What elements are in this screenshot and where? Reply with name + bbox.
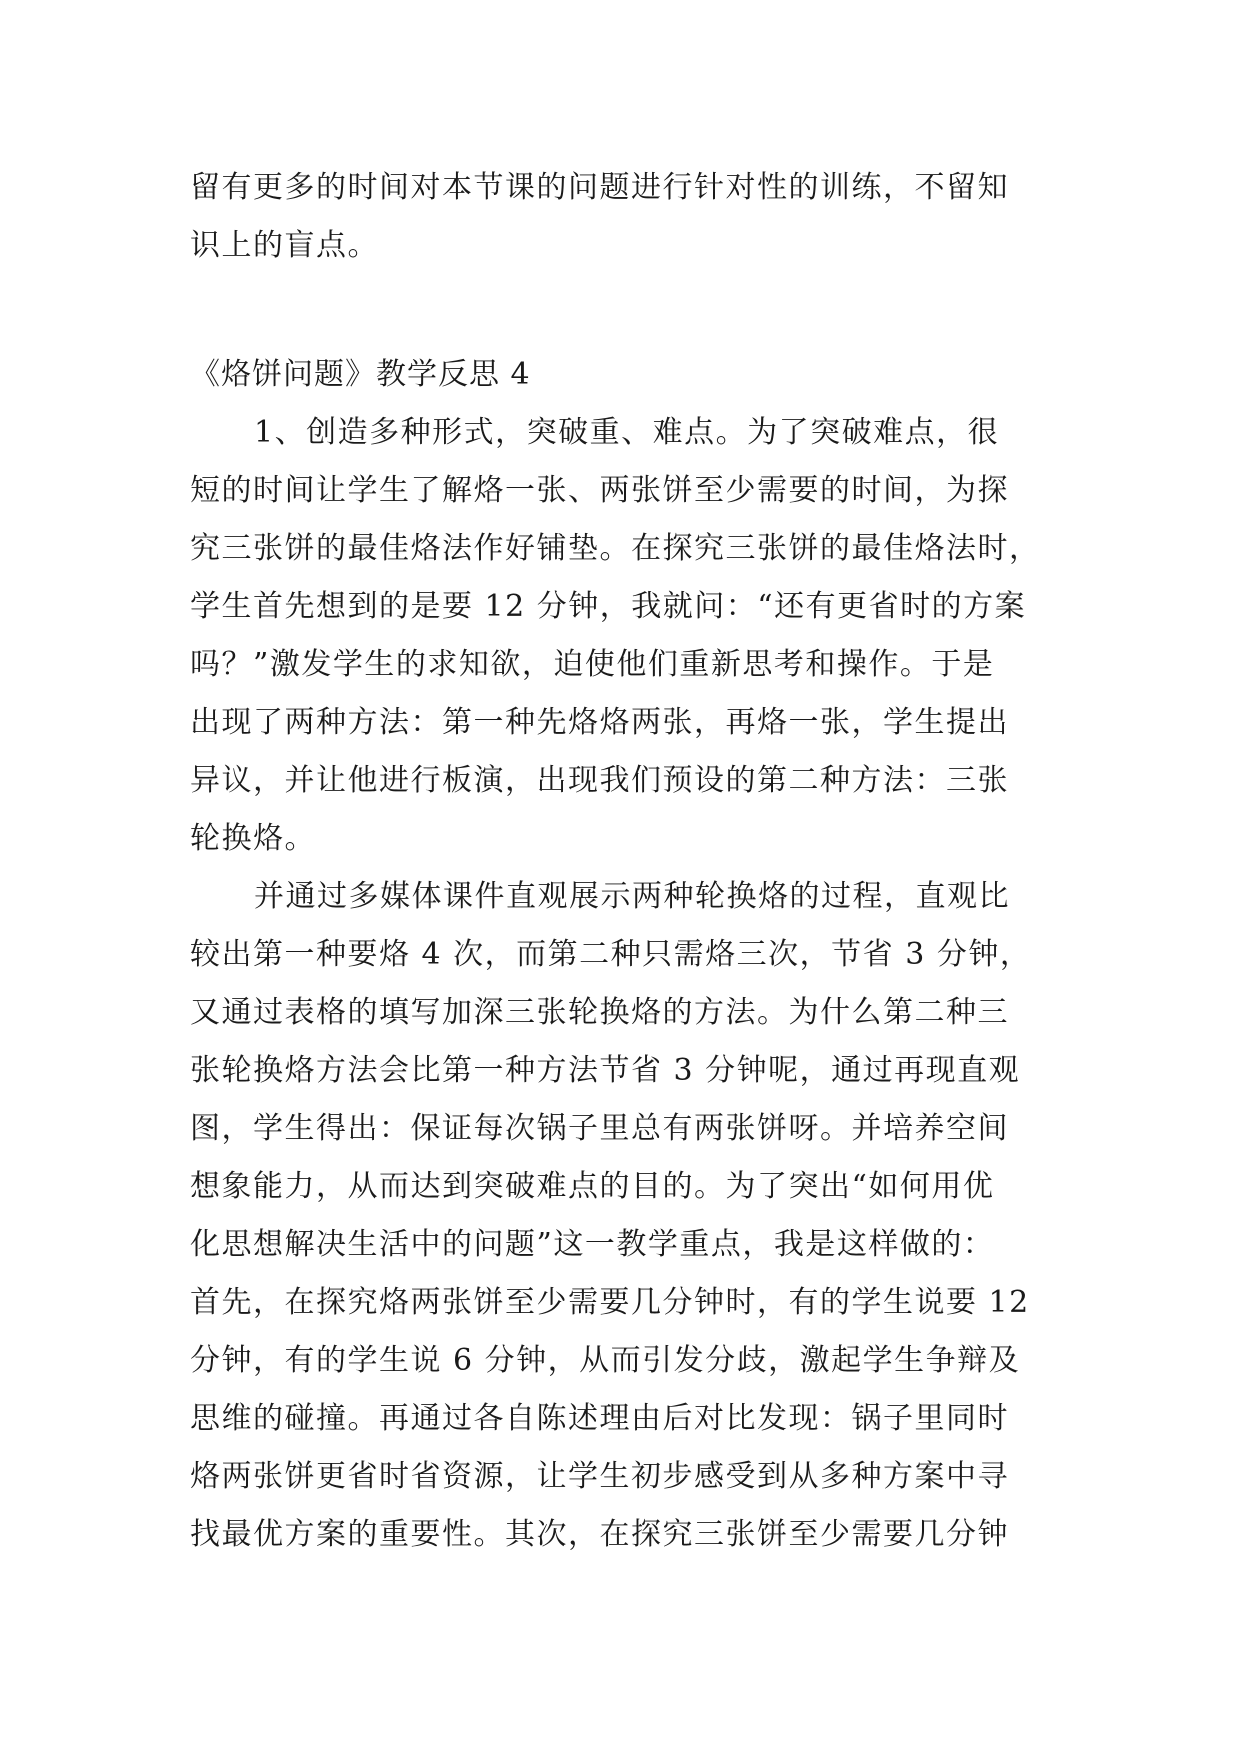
document-body (190, 159, 1050, 1564)
paragraph-1 (190, 404, 1050, 868)
text-line: 思维的碰撞。再通过各自陈述理由后对比发现：锅子里同时 (190, 1401, 1009, 1436)
text-line: 分钟，有的学生说 6 分钟，从而引发分歧，激起学生争辩及 (190, 1343, 1021, 1378)
intro-paragraph (190, 159, 1050, 275)
text-line: 首先，在探究烙两张饼至少需要几分钟时，有的学生说要 12 (190, 1285, 1030, 1320)
text-line: 异议，并让他进行板演，出现我们预设的第二种方法：三张 (190, 763, 1009, 798)
text-line: 较出第一种要烙 4 次，而第二种只需烙三次，节省 3 分钟， (190, 937, 1032, 972)
text-line: 张轮换烙方法会比第一种方法节省 3 分钟呢，通过再现直观 (190, 1053, 1021, 1088)
text-line: 图，学生得出：保证每次锅子里总有两张饼呀。并培养空间 (190, 1111, 1009, 1146)
text-line: 想象能力，从而达到突破难点的目的。为了突出“如何用优 (190, 1169, 995, 1204)
text-line: 究三张饼的最佳烙法作好铺垫。在探究三张饼的最佳烙法时， (190, 531, 1041, 566)
paragraph-2 (190, 868, 1050, 1564)
section-heading: 《烙饼问题》教学反思 4 (190, 357, 531, 392)
text-line: 1、创造多种形式，突破重、难点。为了突破难点，很 (254, 415, 1000, 450)
text-line: 出现了两种方法：第一种先烙烙两张，再烙一张，学生提出 (190, 705, 1009, 740)
text-line: 轮换烙。 (190, 821, 316, 856)
text-line: 找最优方案的重要性。其次，在探究三张饼至少需要几分钟 (190, 1517, 1009, 1552)
text-line: 留有更多的时间对本节课的问题进行针对性的训练，不留知 (190, 170, 1009, 205)
text-line: 化思想解决生活中的问题”这一教学重点，我是这样做的： (190, 1227, 995, 1262)
text-line: 短的时间让学生了解烙一张、两张饼至少需要的时间，为探 (190, 473, 1009, 508)
text-line: 烙两张饼更省时省资源，让学生初步感受到从多种方案中寻 (190, 1459, 1009, 1494)
text-line: 学生首先想到的是要 12 分钟，我就问：“还有更省时的方案 (190, 589, 1027, 624)
text-line: 并通过多媒体课件直观展示两种轮换烙的过程，直观比 (254, 879, 1010, 914)
text-line: 又通过表格的填写加深三张轮换烙的方法。为什么第二种三 (190, 995, 1009, 1030)
text-line: 吗？”激发学生的求知欲，迫使他们重新思考和操作。于是 (190, 647, 995, 682)
text-line: 识上的盲点。 (190, 228, 379, 263)
